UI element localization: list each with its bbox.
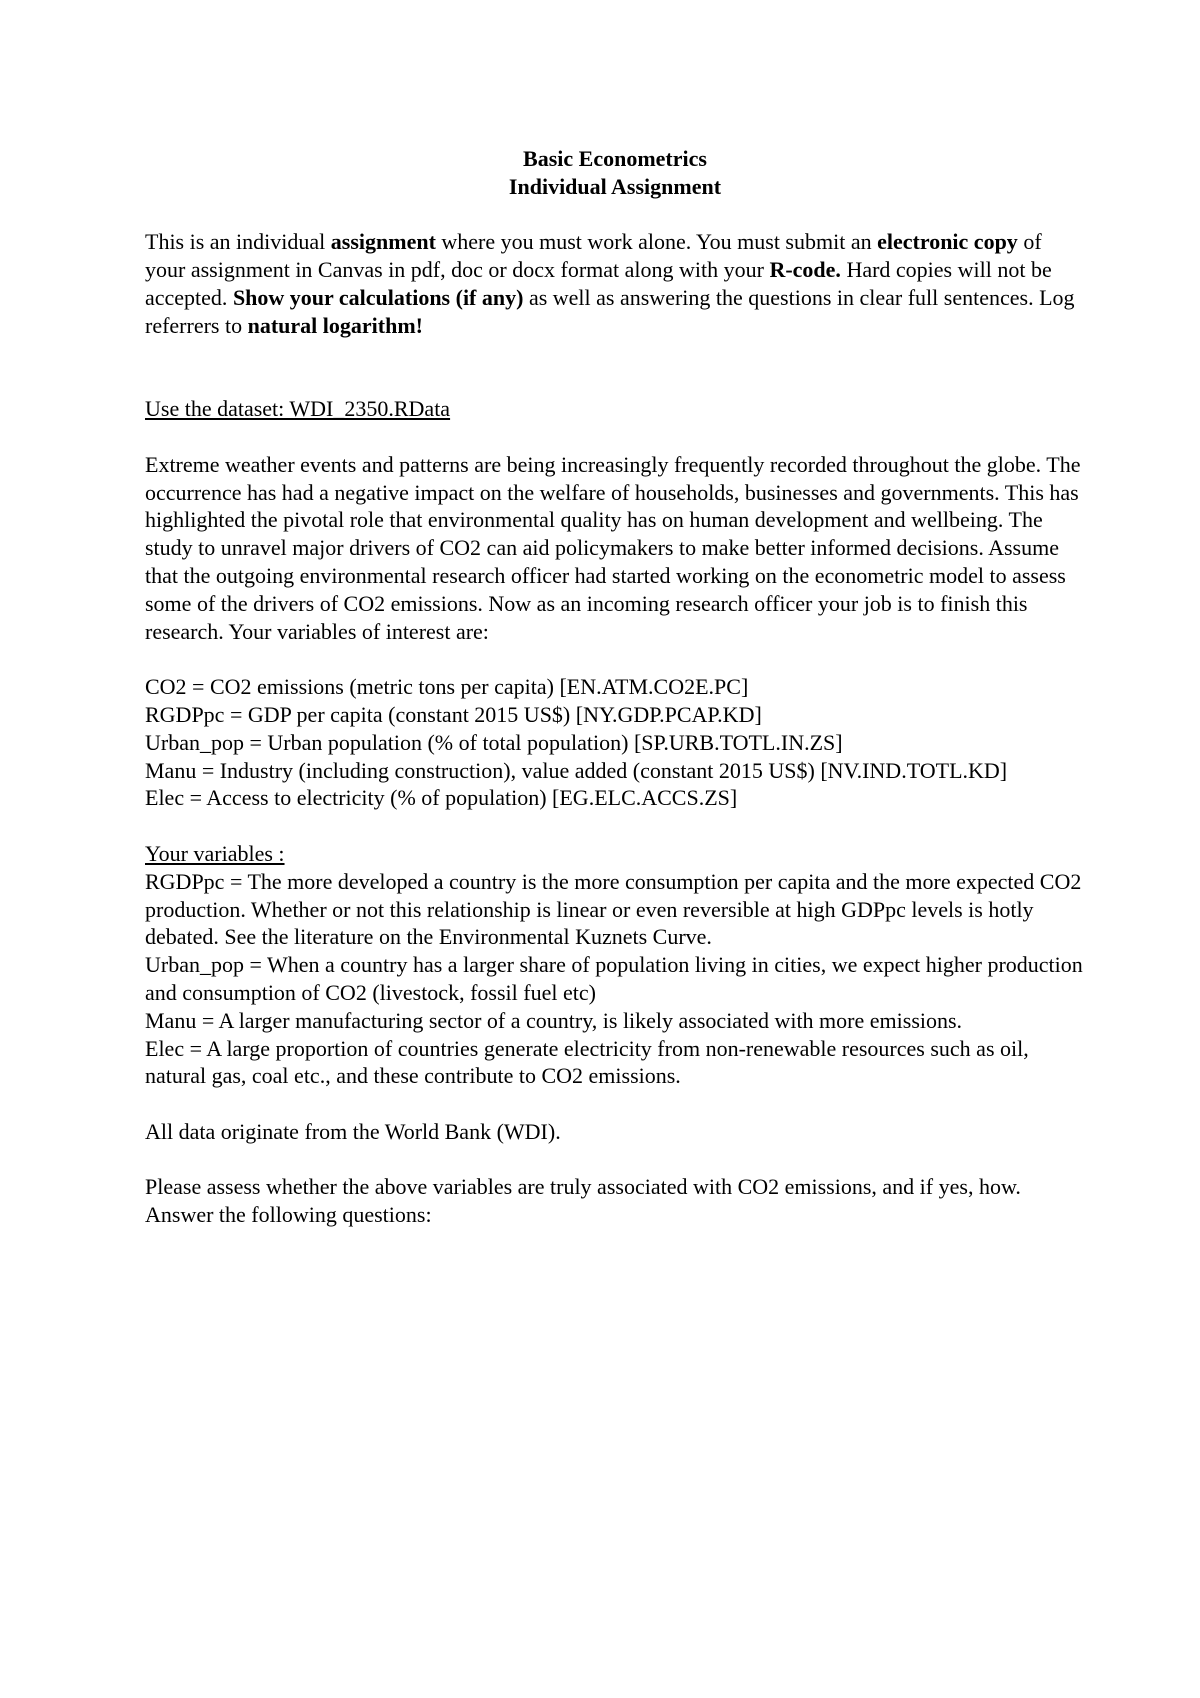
closing-paragraph: Please assess whether the above variables are truly associated with CO2 emissions, and if yes, how. Answer the following questions: [145,1174,1021,1228]
variable-urban-pop: Urban_pop = Urban population (% of total population) [SP.URB.TOTL.IN.ZS] [145,729,843,755]
spacer [145,1146,1085,1174]
dataset-line: Use the dataset: WDI_2350.RData [145,396,451,422]
intro-bold-electronic-copy: electronic copy [877,229,1018,255]
variable-manu: Manu = Industry (including construction), value added (constant 2015 US$) [NV.IND.TOTL.KD] [145,757,1008,783]
explanation-list [145,868,1085,1090]
explanation-elec: Elec = A large proportion of countries generate electricity from non-renewable resources such as oil, natural gas, coal etc., and these contribute to CO2 emissions. [145,1035,1029,1089]
your-variables-heading: Your variables : [145,840,285,866]
explanation-manu: Manu = A larger manufacturing sector of a country, is likely associated with more emissions. [145,1007,963,1033]
variable-list [145,673,1085,812]
variable-rgdppc: RGDPpc = GDP per capita (constant 2015 US$) [NY.GDP.PCAP.KD] [145,701,762,727]
intro-bold-natural-logarithm: natural logarithm! [247,312,423,338]
explanation-rgdppc: RGDPpc = The more developed a country is the more consumption per capita and the more expected CO2 production. Whether or not this relationship is linear or even reversible at high GDPpc levels is hotly debated. See the literature on the Environmental Kuznets Curve. [145,868,1082,950]
spacer [145,201,1085,229]
spacer [145,1090,1085,1118]
variable-elec: Elec = Access to electricity (% of population) [EG.ELC.ACCS.ZS] [145,785,738,811]
explanation-urban-pop: Urban_pop = When a country has a larger share of population living in cities, we expect higher production and consumption of CO2 (livestock, fossil fuel etc) [145,952,1083,1005]
intro-text-5: as well as answering the questions in clear full sentences. Log referrers to [145,284,1075,338]
document-page [145,145,1085,1229]
intro-paragraph [145,228,1085,339]
spacer [145,645,1085,673]
intro-bold-assignment: assignment [330,229,436,255]
spacer [145,423,1085,451]
intro-text-1: This is an individual [145,229,331,255]
intro-bold-r-code: R-code. [769,257,841,283]
intro-text-4: Hard copies will not be accepted. [145,257,1052,310]
source-line: All data originate from the World Bank (WDI). [145,1118,561,1144]
intro-text-3: of your assignment in Canvas in pdf, doc or docx format along with your [145,229,1042,283]
document-title: Basic Econometrics [523,146,707,171]
spacer [145,340,1085,396]
variable-co2: CO2 = CO2 emissions (metric tons per capita) [EN.ATM.CO2E.PC] [145,674,749,700]
context-paragraph: Extreme weather events and patterns are being increasingly frequently recorded throughout the globe. The occurrence has had a negative impact on the welfare of households, businesses and governments. This has highlighted the pivotal role that environmental quality has on human development and wellbeing. The study to unravel major drivers of CO2 can aid policymakers to make better informed decisions. Assume that the outgoing environmental research officer had started working on the econometric model to assess some of the drivers of CO2 emissions. Now as an incoming research officer your job is to finish this research. Your variables of interest are: [145,451,1081,644]
document-subtitle: Individual Assignment [508,173,722,199]
intro-text-2: where you must work alone. You must submit an [435,229,878,255]
spacer [145,812,1085,840]
intro-bold-show-calculations: Show your calculations (if any) [232,284,524,310]
